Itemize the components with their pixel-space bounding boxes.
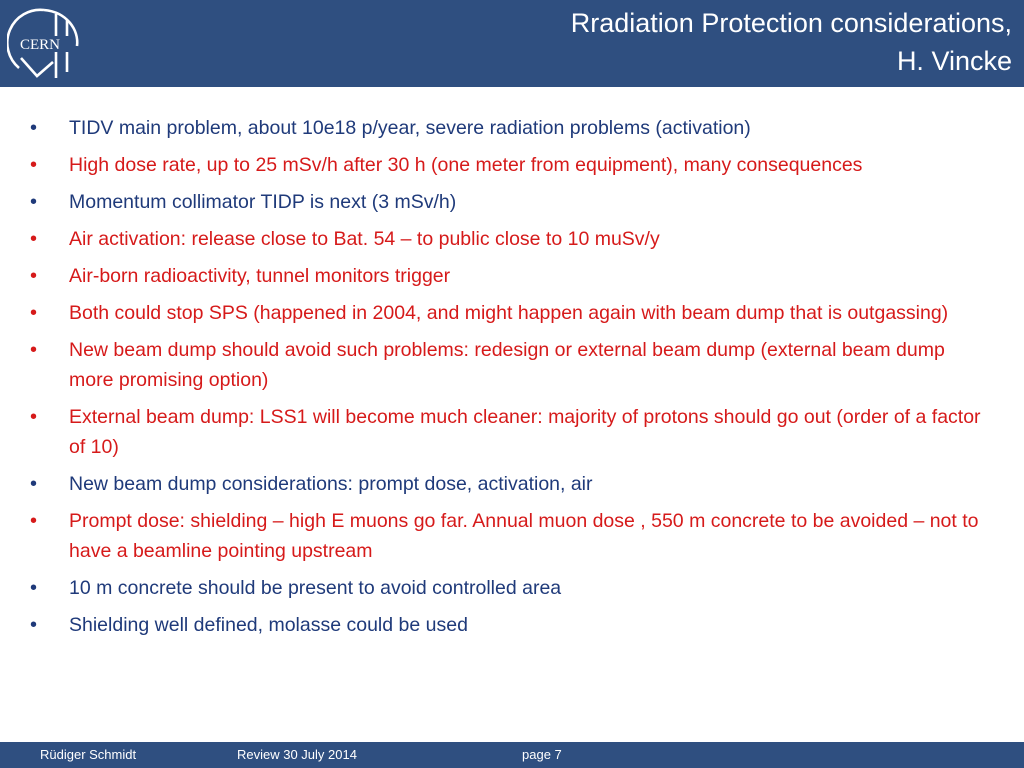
bullet-dot-icon: • (30, 473, 38, 495)
bullet-text: 10 m concrete should be present to avoid controlled area (69, 577, 562, 599)
bullet-item (26, 187, 986, 217)
bullet-text: Prompt dose: shielding – high E muons go far. Annual muon dose , 550 m concrete to be avoided – not to have a beamline pointing upstream (69, 510, 979, 562)
bullet-dot-icon: • (30, 406, 38, 428)
bullet-text: External beam dump: LSS1 will become much cleaner: majority of protons should go out (order of a factor of 10) (69, 406, 981, 458)
svg-text:CERN: CERN (19, 37, 61, 53)
footer-event: Review 30 July 2014 (237, 747, 357, 762)
bullet-text: Momentum collimator TIDP is next (3 mSv/h) (69, 191, 457, 213)
bullet-item (26, 506, 986, 566)
slide-title (571, 4, 1012, 80)
title-line-2: H. Vincke (896, 46, 1012, 76)
slide-header (0, 0, 1024, 87)
bullet-dot-icon: • (30, 339, 38, 361)
bullet-dot-icon: • (30, 510, 38, 532)
slide-footer (0, 742, 1024, 768)
bullet-item (26, 335, 986, 395)
bullet-item (26, 113, 986, 143)
bullet-text: Shielding well defined, molasse could be used (69, 614, 468, 636)
footer-page-number: page 7 (522, 747, 562, 762)
title-line-1: Rradiation Protection considerations, (570, 8, 1012, 38)
bullet-item (26, 224, 986, 254)
bullet-item (26, 298, 986, 328)
bullet-item (26, 610, 986, 640)
bullet-item (26, 402, 986, 462)
bullet-text: New beam dump should avoid such problems: redesign or external beam dump (external beam dump more promising option) (69, 339, 945, 391)
bullet-dot-icon: • (30, 577, 38, 599)
bullet-dot-icon: • (30, 302, 38, 324)
bullet-text: TIDV main problem, about 10e18 p/year, severe radiation problems (activation) (69, 117, 751, 139)
bullet-dot-icon: • (30, 117, 38, 139)
bullet-item (26, 150, 986, 180)
bullet-text: Air activation: release close to Bat. 54 – to public close to 10 muSv/y (69, 228, 660, 250)
bullet-dot-icon: • (30, 154, 38, 176)
bullet-text: Both could stop SPS (happened in 2004, and might happen again with beam dump that is outgassing) (69, 302, 949, 324)
footer-author: Rüdiger Schmidt (40, 747, 137, 762)
bullet-dot-icon: • (30, 191, 38, 213)
bullet-dot-icon: • (30, 228, 38, 250)
bullet-text: Air-born radioactivity, tunnel monitors trigger (69, 265, 451, 287)
bullet-text: High dose rate, up to 25 mSv/h after 30 h (one meter from equipment), many consequences (69, 154, 863, 176)
bullet-item (26, 573, 986, 603)
cern-logo (7, 6, 81, 82)
bullet-item (26, 261, 986, 291)
bullet-item (26, 469, 986, 499)
bullet-dot-icon: • (30, 265, 38, 287)
bullet-list (26, 113, 986, 647)
bullet-text: New beam dump considerations: prompt dose, activation, air (69, 473, 593, 495)
bullet-dot-icon: • (30, 614, 38, 636)
